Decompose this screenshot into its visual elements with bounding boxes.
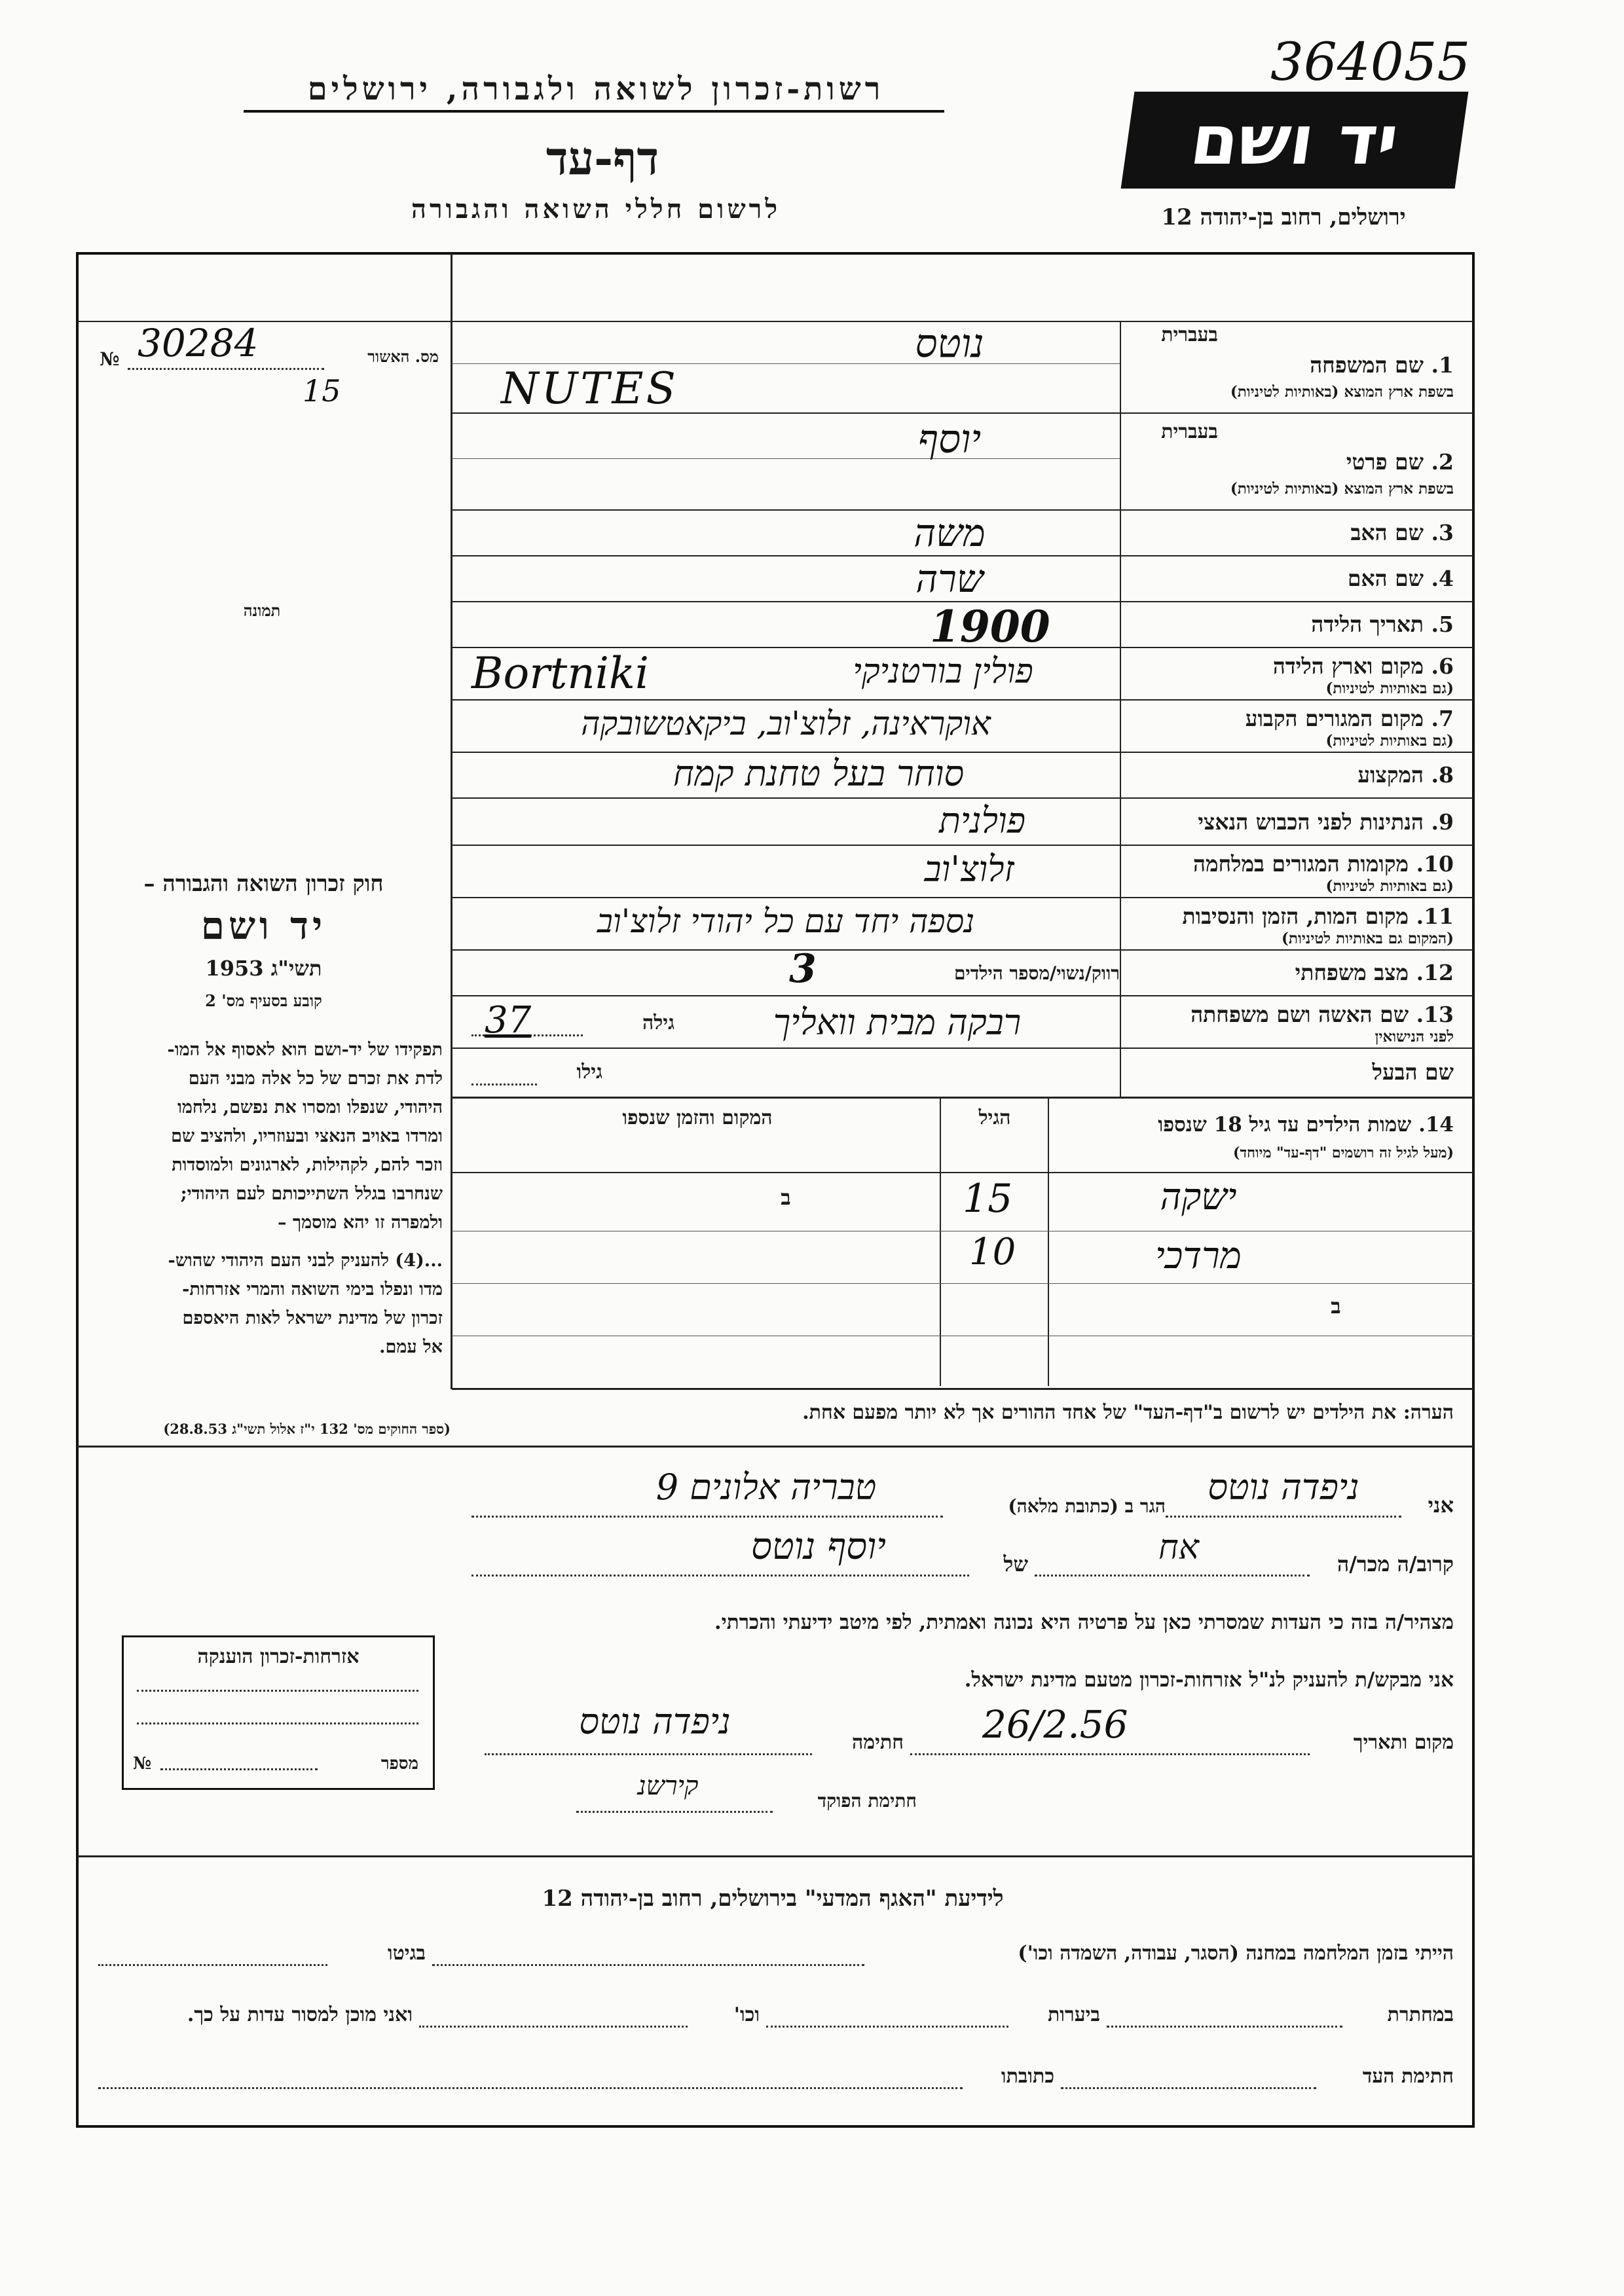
- label-column-divider: [1120, 321, 1121, 1097]
- field5-label: 5. תאריך הלידה: [1311, 611, 1454, 637]
- law-year: תשי"ג 1953: [205, 956, 322, 981]
- field1-value-heb: נוטס: [915, 321, 984, 367]
- children-label: 14. שמות הילדים עד גיל 18 שנספו: [1158, 1113, 1454, 1137]
- field7-value: אוקראינה, זלוצ'וב, ביקאטשובקה: [581, 704, 991, 742]
- husband-age-label: גילו: [576, 1061, 602, 1084]
- children-col-place: המקום והזמן שנספו: [622, 1106, 773, 1129]
- declaration-lives-value: טבריה אלונים 9: [655, 1467, 877, 1508]
- field11-bottom: [452, 949, 1473, 951]
- footer-line1-a: הייתי בזמן המלחמה במחנה (הסגר, עבודה, השמדה וכו'): [1018, 1942, 1454, 1965]
- declaration-request: אני מבקש/ת להעניק לנ"ל אזרחות-זכרון מטעם מדינת ישראל.: [964, 1668, 1454, 1692]
- field5-value: 1900: [930, 601, 1050, 652]
- child-place: ב: [781, 1185, 791, 1210]
- children-note: הערה: את הילדים יש לרשום ב"דף-העד" של אחד ההורים אך לא יותר מפעם אחת.: [802, 1401, 1454, 1424]
- footer-line3-fill1: [1061, 2087, 1316, 2089]
- citizenship-number-line: [160, 1768, 318, 1770]
- law-line: ולמפרה זו יהא מוסמך –: [277, 1212, 443, 1233]
- footer-line1-fill: [432, 1964, 864, 1966]
- field4-value: שרה: [915, 556, 984, 601]
- place-date-label: מקום ותאריך: [1353, 1731, 1454, 1754]
- header-address: ירושלים, רחוב בן-יהודה 12: [1161, 204, 1406, 230]
- field10-value: זלוצ'וב: [924, 848, 1014, 890]
- approval-extra: 15: [303, 373, 341, 409]
- field8-label: 8. המקצוע: [1357, 762, 1454, 788]
- field8-bottom: [452, 797, 1473, 799]
- field4-label: 4. שם האם: [1347, 566, 1454, 591]
- law-line: שנחרבו בגלל השתייכותם לעם היהודי;: [180, 1184, 443, 1204]
- approval-number-line: [128, 368, 324, 370]
- law-body: [84, 1036, 443, 1362]
- field1-label: 1. שם המשפחה: [1310, 352, 1454, 378]
- children-table-bottom: [452, 1388, 1473, 1390]
- field2-heb-tag: בעברית: [1161, 420, 1218, 443]
- husband-label: שם הבעל: [1372, 1059, 1454, 1085]
- signature-label: חתימה: [852, 1731, 904, 1754]
- law-line: מדו ונפלו בימי השואה והמרי אזרחות-: [182, 1279, 443, 1300]
- footer-line2-fill2: [766, 2026, 1008, 2028]
- field13-age: 37: [485, 999, 532, 1042]
- children-row2-bottom: [452, 1283, 1473, 1284]
- child-name: מרדכי: [1155, 1235, 1242, 1277]
- field12-options: רווק/נשוי/מספר הילדים: [953, 962, 1120, 984]
- child-age: 15: [963, 1176, 1013, 1222]
- footer-line2-fill3: [419, 2026, 688, 2028]
- logo-text: יד ושם: [1185, 100, 1404, 180]
- footer-line1-b: בגיטו: [387, 1942, 426, 1965]
- declaration-relative-label: קרוב/ה מכר/ה: [1337, 1552, 1454, 1576]
- declaration-of-line: [471, 1575, 969, 1576]
- footer-line3-a: חתימת העד: [1362, 2065, 1454, 2088]
- declaration-relative-value: אח: [1158, 1528, 1199, 1567]
- husband-age-line: [471, 1084, 537, 1085]
- declaration-bottom: [77, 1855, 1473, 1857]
- footer-line1-tail: [98, 1964, 327, 1966]
- field6-bottom: [452, 699, 1473, 701]
- law-line: לדת את זכרם של כל אלה מבני העם: [188, 1068, 443, 1089]
- field13-age-label: גילה: [642, 1011, 674, 1034]
- approval-number-mark: №: [100, 348, 120, 370]
- footer-line2-c: וכו': [733, 2003, 760, 2026]
- law-clause: קובע בסעיף מס' 2: [205, 991, 322, 1010]
- law-line: וזכר להם, לקהילות, לארגונים ולמוסדות: [172, 1155, 443, 1175]
- field13-bottom: [452, 1048, 1473, 1049]
- approval-label: מס. האשור: [367, 347, 439, 366]
- law-line: היהודי, שנפלו ומסרו את נפשם, נלחמו: [177, 1097, 443, 1118]
- law-line: זכרון של מדינת ישראל לאות היאספם: [182, 1308, 443, 1328]
- document-title: דף-עד: [545, 131, 659, 185]
- children-name-divider: [1048, 1098, 1049, 1386]
- declaration-of-value: יוסף נוטס: [751, 1525, 886, 1568]
- field13-label: 13. שם האשה ושם משפחתה: [1190, 1002, 1454, 1027]
- declaration-i-label: אני: [1428, 1493, 1454, 1518]
- field13-value: רבקה מבית וואליך: [773, 1002, 1022, 1043]
- field1-value-latin: NUTES: [501, 363, 678, 414]
- signature-value: ניפדה נוטס: [579, 1701, 731, 1742]
- child-age: 10: [969, 1231, 1016, 1273]
- law-line: ...(4) להעניק לבני העם היהודי שהוש-: [168, 1250, 443, 1271]
- law-line: אל עמם.: [379, 1337, 443, 1357]
- field8-value: סוחר בעל טחנת קמח: [673, 753, 965, 794]
- child-name: ישקה: [1160, 1176, 1237, 1218]
- law-line: תפקידו של יד-ושם הוא לאסוף אל המו-: [167, 1040, 443, 1060]
- field11-label: 11. מקום המות, הזמן והנסיבות: [1182, 903, 1454, 929]
- declaration-of-label: של: [1003, 1552, 1028, 1576]
- place-date-value: 26/2.56: [982, 1702, 1128, 1747]
- citizenship-line-1: [137, 1690, 418, 1692]
- footer-line3-b: כתובתו: [1001, 2065, 1054, 2088]
- field3-label: 3. שם האב: [1350, 520, 1454, 545]
- field7-sub: (גם באותיות לטיניות): [1325, 732, 1454, 750]
- field11-sub: (המקום גם באותיות לטיניות): [1282, 930, 1454, 947]
- citizenship-box: [122, 1635, 435, 1790]
- law-title: חוק זכרון השואה והגבורה –: [143, 871, 384, 897]
- field3-value: משה: [913, 511, 986, 555]
- approval-number: 30284: [138, 321, 259, 365]
- field6-sub: (גם באותיות לטיניות): [1325, 680, 1454, 697]
- citizenship-number-mark: №: [133, 1754, 152, 1774]
- footer-title: לידיעת "האגף המדעי" בירושלים, רחוב בן-יהודה 12: [542, 1886, 1004, 1912]
- field12-value: 3: [789, 946, 817, 992]
- declaration-lives-label: הגר ב (כתובת מלאה): [1008, 1495, 1166, 1517]
- stamp-number: 364055: [1270, 31, 1471, 92]
- footer-line2-a: במחתרת: [1387, 2003, 1454, 2026]
- law-name: יד ושם: [200, 903, 327, 948]
- left-column-divider: [451, 253, 452, 1389]
- footer-line3-fill2: [98, 2087, 963, 2089]
- citizenship-title: אזרחות-זכרון הוענקה: [197, 1645, 360, 1668]
- photo-label: תמונה: [243, 601, 281, 620]
- field1-sub: בשפת ארץ המוצא (באותיות לטיניות): [1230, 383, 1454, 401]
- officer-value: קירשנ: [637, 1771, 699, 1801]
- children-age-divider: [940, 1098, 941, 1386]
- field10-bottom: [452, 897, 1473, 898]
- field9-bottom: [452, 845, 1473, 846]
- yad-vashem-logo: [1121, 92, 1469, 189]
- children-header-bottom: [452, 1172, 1473, 1173]
- field13-sub: לפני הנישואין: [1375, 1028, 1454, 1046]
- declaration-statement: מצהיר/ה בזה כי העדות שמסרתי כאן על פרטיה היא נכונה ואמתית, לפי מיטב ידיעתי והכרתי.: [714, 1611, 1454, 1634]
- org-underline: [244, 110, 944, 113]
- field10-label: 10. מקומות המגורים במלחמה: [1192, 851, 1454, 877]
- field12-bottom: [452, 995, 1473, 996]
- document-subtitle: לרשום חללי השואה והגבורה: [411, 194, 781, 225]
- field9-value: פולנית: [938, 800, 1026, 841]
- field12-label: 12. מצב משפחתי: [1295, 960, 1454, 985]
- husband-bottom: [452, 1097, 1473, 1099]
- declaration-i-line: [1166, 1516, 1401, 1518]
- citizenship-line-2: [137, 1722, 418, 1724]
- citizenship-number-label: מספר: [380, 1754, 418, 1774]
- top-band-line: [77, 321, 1473, 322]
- footer-line2-fill1: [1107, 2026, 1342, 2028]
- declaration-i-value: ניפדה נוטס: [1208, 1467, 1359, 1508]
- officer-line: [576, 1811, 773, 1813]
- child-place: ב: [1331, 1294, 1341, 1319]
- note-bottom: [77, 1446, 1473, 1448]
- children-sub: (מעל לגיל זה רושמים "דף-עד" מיוחד): [1233, 1144, 1454, 1161]
- field6-value-latin: Bortniki: [471, 648, 650, 699]
- field1-heb-tag: בעברית: [1161, 323, 1218, 346]
- footer-line2-d: ואני מוכן למסור עדות על כך.: [187, 2003, 413, 2026]
- field2-sub: בשפת ארץ המוצא (באותיות לטיניות): [1230, 480, 1454, 498]
- field10-sub: (גם באותיות לטיניות): [1325, 877, 1454, 895]
- law-line: ומרדו באויב הנאצי ובעוזריו, ולהציב שם: [171, 1126, 443, 1146]
- field6-value: פולין בורטניקי: [853, 652, 1033, 691]
- org-line: רשות-זכרון לשואה ולגבורה, ירושלים: [307, 71, 885, 107]
- field6-label: 6. מקום וארץ הלידה: [1272, 653, 1454, 679]
- footer-line2-b: ביערות: [1047, 2003, 1100, 2026]
- law-source: (ספר החוקים מס' 132 י"ז אלול תשי"ג 28.8.53): [163, 1421, 451, 1437]
- field9-label: 9. הנתינות לפני הכבוש הנאצי: [1198, 809, 1454, 835]
- officer-label: חתימת הפוקד: [817, 1790, 917, 1812]
- declaration-lives-line: [471, 1516, 943, 1518]
- children-col-age: הגיל: [978, 1106, 1011, 1129]
- place-date-line: [910, 1753, 1310, 1755]
- signature-line: [485, 1753, 812, 1755]
- declaration-relative-line: [1035, 1575, 1310, 1576]
- field11-value: נספה יחד עם כל יהודי זלוצ'וב: [597, 902, 975, 940]
- field2-label: 2. שם פרטי: [1346, 449, 1454, 475]
- field7-label: 7. מקום המגורים הקבוע: [1245, 706, 1454, 731]
- field2-value-heb: יוסף: [917, 416, 982, 462]
